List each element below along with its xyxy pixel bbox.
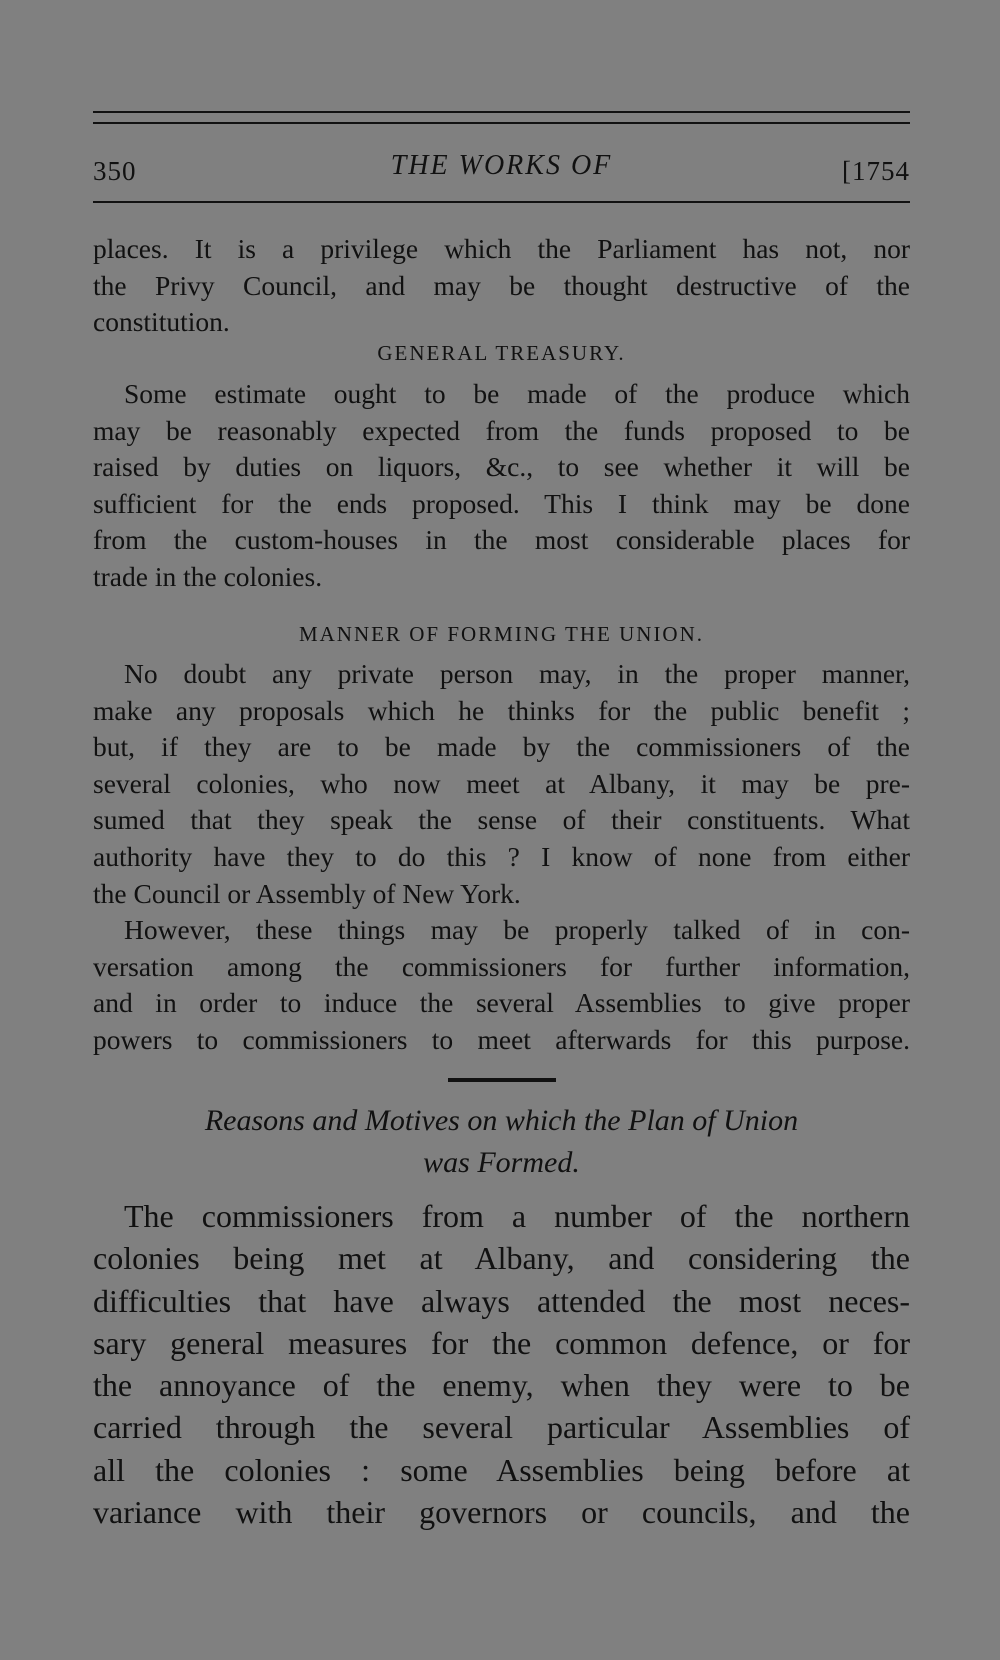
text-line: colonies being met at Albany, and considering the xyxy=(93,1240,910,1277)
text-line: the annoyance of the enemy, when they were to be xyxy=(93,1367,910,1404)
top-rule-lower xyxy=(93,122,910,124)
text-line: trade in the colonies. xyxy=(93,560,323,592)
text-line: sufficient for the ends proposed. This I think may be done xyxy=(93,487,910,519)
text-line: sary general measures for the common defence, or for xyxy=(93,1324,910,1361)
text-line: but, if they are to be made by the commissioners of the xyxy=(93,731,910,763)
paragraph-union-2 xyxy=(93,912,910,1058)
header-rule xyxy=(93,201,910,203)
paragraph-continuation xyxy=(93,231,910,341)
text-line: all the colonies : some Assemblies being before at xyxy=(93,1451,910,1488)
page-number: 350 xyxy=(93,156,137,186)
running-header xyxy=(93,148,910,188)
text-line: authority have they to do this ? I know of none from either xyxy=(93,840,910,872)
text-line: powers to commissioners to meet afterwards for this purpose. xyxy=(93,1023,910,1055)
text-line: constitution. xyxy=(93,306,230,338)
text-line: However, these things may be properly talked of in con- xyxy=(124,914,910,945)
header-year: [1754 xyxy=(842,156,910,186)
top-rule-upper xyxy=(93,111,910,113)
text-line: may be reasonably expected from the funds proposed to be xyxy=(93,414,910,446)
section-title xyxy=(93,1100,910,1184)
text-line: difficulties that have always attended the most neces- xyxy=(93,1282,910,1319)
text-line: carried through the several particular Assemblies of xyxy=(93,1409,910,1446)
section-title-line: was Formed. xyxy=(423,1146,580,1179)
heading-manner-of-forming: MANNER OF FORMING THE UNION. xyxy=(298,622,705,646)
text-line: variance with their governors or councils, and the xyxy=(93,1494,910,1531)
text-line: versation among the commissioners for further information, xyxy=(93,950,910,982)
text-line: and in order to induce the several Assemblies to give proper xyxy=(93,987,910,1019)
paragraph-reasons xyxy=(93,1195,910,1533)
text-line: the Privy Council, and may be thought destructive of the xyxy=(93,269,910,301)
text-line: places. It is a privilege which the Parliament has not, nor xyxy=(93,233,910,264)
text-line: sumed that they speak the sense of their constituents. What xyxy=(93,804,910,836)
text-line: the Council or Assembly of New York. xyxy=(93,877,521,909)
paragraph-union-1 xyxy=(93,656,910,912)
text-line: make any proposals which he thinks for the public benefit ; xyxy=(93,694,910,726)
text-line: The commissioners from a number of the northern xyxy=(124,1198,910,1234)
text-line: No doubt any private person may, in the proper manner, xyxy=(124,658,910,689)
paragraph-treasury xyxy=(93,376,910,596)
text-line: several colonies, who now meet at Albany, it may be pre- xyxy=(93,767,910,799)
section-divider xyxy=(448,1078,556,1082)
text-line: from the custom-houses in the most considerable places for xyxy=(93,524,910,556)
section-title-line: Reasons and Motives on which the Plan of Union xyxy=(204,1104,799,1137)
running-title: THE WORKS OF xyxy=(390,150,613,181)
text-line: Some estimate ought to be made of the produce which xyxy=(124,378,910,409)
text-line: raised by duties on liquors, &c., to see whether it will be xyxy=(93,451,910,483)
heading-general-treasury: GENERAL TREASURY. xyxy=(377,341,626,365)
